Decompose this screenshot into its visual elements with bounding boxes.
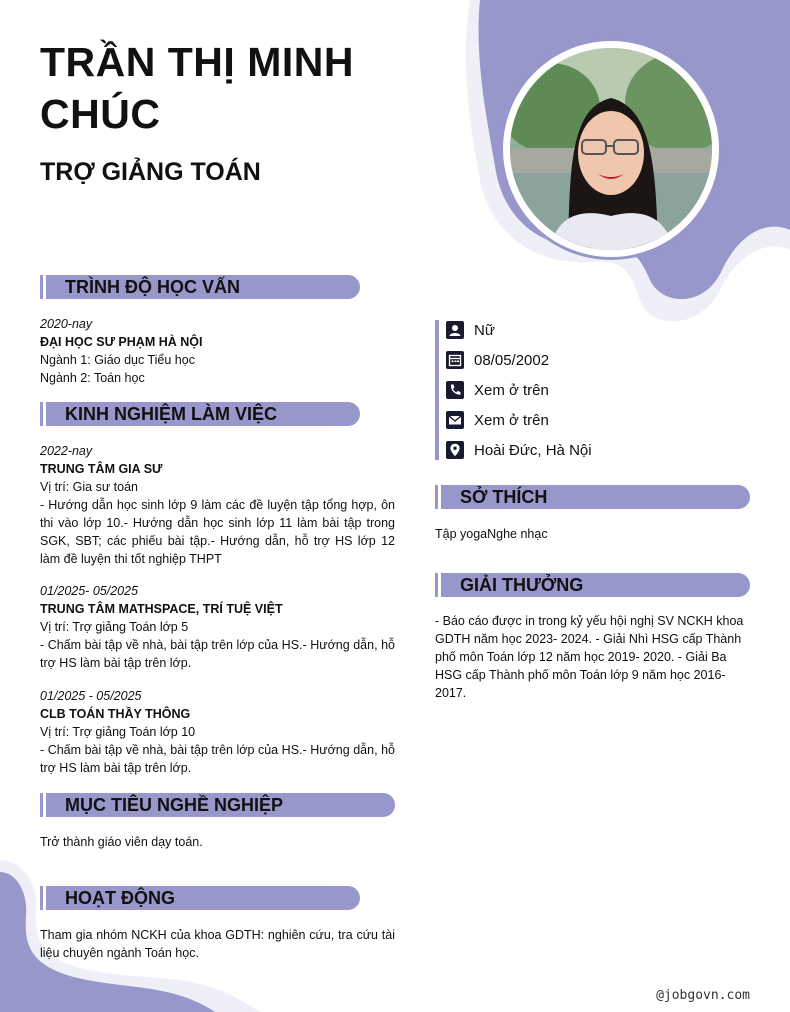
section-marker: [40, 886, 46, 910]
section-marker: [40, 275, 46, 299]
education-date: 2020-nay: [40, 317, 93, 331]
experience-date: 01/2025 - 05/2025: [40, 689, 142, 703]
profile-photo: [510, 48, 712, 250]
education-major-2: Ngành 2: Toán học: [40, 371, 145, 385]
experience-item: [40, 582, 395, 672]
contact-value: Xem ở trên: [474, 411, 549, 429]
education-entry: [40, 315, 400, 387]
experience-description: - Hướng dẫn học sinh lớp 9 làm các đề luyện tập tổng hợp, ôn thi vào lớp 10.- Hướng dẫn học sinh lớp 11 làm bài tập trong SGK, SBT; các phiếu bài tập.- Hướng dẫn, hỗ trợ HS lớp 12 làm đề luyện thi tốt nghiệp THPT: [40, 498, 395, 566]
contact-phone: [446, 380, 549, 400]
contact-gender: [446, 320, 495, 340]
experience-position: Vị trí: Trợ giảng Toán lớp 5: [40, 620, 189, 634]
experience-description: - Chấm bài tập về nhà, bài tập trên lớp của HS.- Hướng dẫn, hỗ trợ HS làm bài tập trên lớp.: [40, 638, 395, 670]
contact-value: Nữ: [474, 321, 495, 339]
experience-org: CLB TOÁN THẦY THÔNG: [40, 707, 191, 721]
section-header-objective: [40, 793, 395, 817]
awards-text: - Báo cáo được in trong kỷ yếu hội nghị SV NCKH khoa GDTH năm học 2023- 2024. - Giải Nhì HSG cấp Thành phố môn Toán lớp 12 năm học 2019- 2020. - Giải Ba HSG cấp Thành phố môn Toán lớp 9 năm học 2016-2017.: [435, 614, 744, 700]
footer-credit: @jobgovn.com: [656, 988, 750, 1003]
section-title: GIẢI THƯỞNG: [460, 575, 584, 595]
experience-item: [40, 687, 395, 777]
experience-date: 2022-nay: [40, 444, 93, 458]
education-school: ĐẠI HỌC SƯ PHẠM HÀ NỘI: [40, 335, 203, 349]
phone-icon: [446, 381, 464, 399]
experience-item: [40, 442, 395, 568]
section-title: KINH NGHIỆM LÀM VIỆC: [65, 404, 278, 424]
section-header-education: [40, 275, 360, 299]
section-title: MỤC TIÊU NGHỀ NGHIỆP: [65, 795, 284, 815]
section-marker: [40, 793, 46, 817]
contact-value: Hoài Đức, Hà Nội: [474, 441, 592, 459]
section-title: HOẠT ĐỘNG: [65, 888, 175, 908]
section-header-experience: [40, 402, 360, 426]
objective-text: Trở thành giáo viên dạy toán.: [40, 835, 203, 849]
experience-org: TRUNG TÂM GIA SƯ: [40, 462, 163, 476]
experience-org: TRUNG TÂM MATHSPACE, TRÍ TUỆ VIỆT: [40, 602, 283, 616]
section-header-hobbies: [435, 485, 750, 509]
section-marker: [435, 573, 441, 597]
section-header-awards: [435, 573, 750, 597]
experience-date: 01/2025- 05/2025: [40, 584, 139, 598]
contact-address: [446, 440, 592, 460]
contact-divider: [435, 320, 439, 460]
experience-position: Vị trí: Trợ giảng Toán lớp 10: [40, 725, 196, 739]
location-pin-icon: [446, 441, 464, 459]
education-major-1: Ngành 1: Giáo dục Tiểu học: [40, 353, 195, 367]
experience-description: - Chấm bài tập về nhà, bài tập trên lớp của HS.- Hướng dẫn, hỗ trợ HS làm bài tập trên lớp.: [40, 743, 395, 775]
section-title: TRÌNH ĐỘ HỌC VẤN: [65, 277, 240, 297]
candidate-role: TRỢ GIẢNG TOÁN: [40, 158, 261, 186]
contact-value: 08/05/2002: [474, 351, 550, 369]
mail-icon: [446, 411, 464, 429]
contact-value: Xem ở trên: [474, 381, 549, 399]
section-marker: [40, 402, 46, 426]
activities-text: Tham gia nhóm NCKH của khoa GDTH: nghiên cứu, tra cứu tài liệu chuyên ngành Toán học.: [40, 928, 395, 960]
section-marker: [435, 485, 441, 509]
section-title: SỞ THÍCH: [460, 487, 548, 507]
contact-birthday: [446, 350, 549, 370]
person-icon: [446, 321, 464, 339]
section-header-activities: [40, 886, 360, 910]
calendar-icon: [446, 351, 464, 369]
contact-email: [446, 410, 549, 430]
candidate-name: TRẦN THỊ MINH CHÚC: [40, 39, 354, 137]
experience-position: Vị trí: Gia sư toán: [40, 480, 138, 494]
hobbies-text: Tập yogaNghe nhạc: [435, 527, 548, 541]
